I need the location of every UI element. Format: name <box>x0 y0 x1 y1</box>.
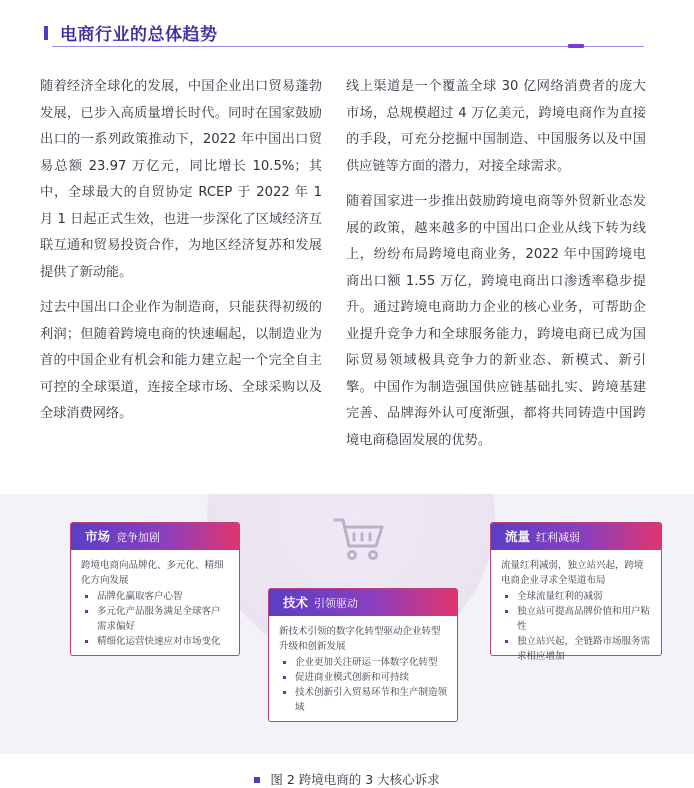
market-card-body <box>71 550 239 655</box>
core-demands-diagram <box>0 494 694 754</box>
tech-card-header <box>269 589 457 616</box>
tech-card-list <box>279 655 447 715</box>
list-item: 多元化产品服务满足全球客户需求偏好 <box>81 604 229 634</box>
paragraph: 随着经济全球化的发展，中国企业出口贸易蓬勃发展，已步入高质量增长时代。同时在国家鼓励出口的一系列政策推动下，2022 年中国出口贸易总额 23.97 万亿元，同比增长 10.5%；其中，全球最大的自贸协定 RCEP 于 2022 年 1 月 1 日起正式生效，也进一步深化了区域经济互联互通和贸易投资合作，为地区经济复苏和发展提供了新动能。 <box>40 79 322 280</box>
header-marker <box>44 26 48 40</box>
header-divider <box>52 46 644 47</box>
section-header <box>44 18 644 50</box>
traffic-card-list <box>501 589 651 664</box>
list-item: 品牌化赢取客户心智 <box>81 589 229 604</box>
list-item: 独立站可提高品牌价值和用户粘性 <box>501 604 651 634</box>
market-card-intro: 跨境电商向品牌化、多元化、精细化方向发展 <box>81 560 224 586</box>
list-item: 精细化运营快速应对市场变化 <box>81 634 229 649</box>
paragraph: 线上渠道是一个覆盖全球 30 亿网络消费者的庞大市场，总规模超过 4 万亿美元，跨境电商作为直接的手段，可充分挖掘中国制造、中国服务以及中国供应链等方面的潜力，对接全球需求。 <box>346 79 646 174</box>
list-item: 企业更加关注研运一体数字化转型 <box>279 655 447 670</box>
traffic-card <box>490 522 662 662</box>
market-card-subtitle: 竞争加剧 <box>116 531 161 544</box>
list-item: 全球流量红利的减弱 <box>501 589 651 604</box>
left-text-column <box>40 74 322 437</box>
traffic-card-title: 流量 <box>505 529 531 544</box>
list-item: 技术创新引入贸易环节和生产制造领域 <box>279 685 447 715</box>
list-item: 独立站兴起，全链路市场服务需求相应增加 <box>501 634 651 664</box>
list-item: 促进商业模式创新和可持续 <box>279 670 447 685</box>
tech-card-subtitle: 引领驱动 <box>314 597 359 610</box>
section-title: 电商行业的总体趋势 <box>60 25 218 45</box>
traffic-card-subtitle: 红利减弱 <box>536 531 581 544</box>
shopping-cart-icon <box>332 514 386 562</box>
paragraph: 过去中国出口企业作为制造商，只能获得初级的利润；但随着跨境电商的快速崛起，以制造业为首的中国企业有机会和能力建立起一个完全自主可控的全球渠道，连接全球市场、全球采购以及全球消费网络。 <box>40 300 322 421</box>
market-card-list <box>81 589 229 649</box>
header-accent-bar <box>568 44 584 48</box>
caption-text: 图 2 跨境电商的 3 大核心诉求 <box>270 772 440 787</box>
tech-card-body <box>269 616 457 721</box>
traffic-card-body <box>491 550 661 670</box>
right-text-column <box>346 74 646 463</box>
tech-card-intro: 新技术引领的数字化转型驱动企业转型升级和创新发展 <box>279 626 441 652</box>
paragraph: 随着国家进一步推出鼓励跨境电商等外贸新业态发展的政策，越来越多的中国出口企业从线下转为线上，纷纷布局跨境电商业务，2022 年中国跨境电商出口额 1.55 万亿，跨境电商出口渗透率稳步提升。通过跨境电商助力企业的核心业务，可帮助企业提升竞争力和全球服务能力，跨境电商已成为国际贸易领域极具竞争力的新业态、新模式、新引擎。中国作为制造强国供应链基础扎实、跨境基建完善、品牌海外认可度渐强，都将共同铸造中国跨境电商稳固发展的优势。 <box>346 194 646 448</box>
market-card-title: 市场 <box>85 529 111 544</box>
market-card <box>70 522 240 656</box>
tech-card <box>268 588 458 722</box>
figure-caption <box>0 770 694 788</box>
traffic-card-header <box>491 523 661 550</box>
tech-card-title: 技术 <box>283 595 309 610</box>
market-card-header <box>71 523 239 550</box>
caption-marker <box>254 777 260 783</box>
traffic-card-intro: 流量红利减弱，独立站兴起，跨境电商企业寻求全渠道布局 <box>501 560 644 586</box>
